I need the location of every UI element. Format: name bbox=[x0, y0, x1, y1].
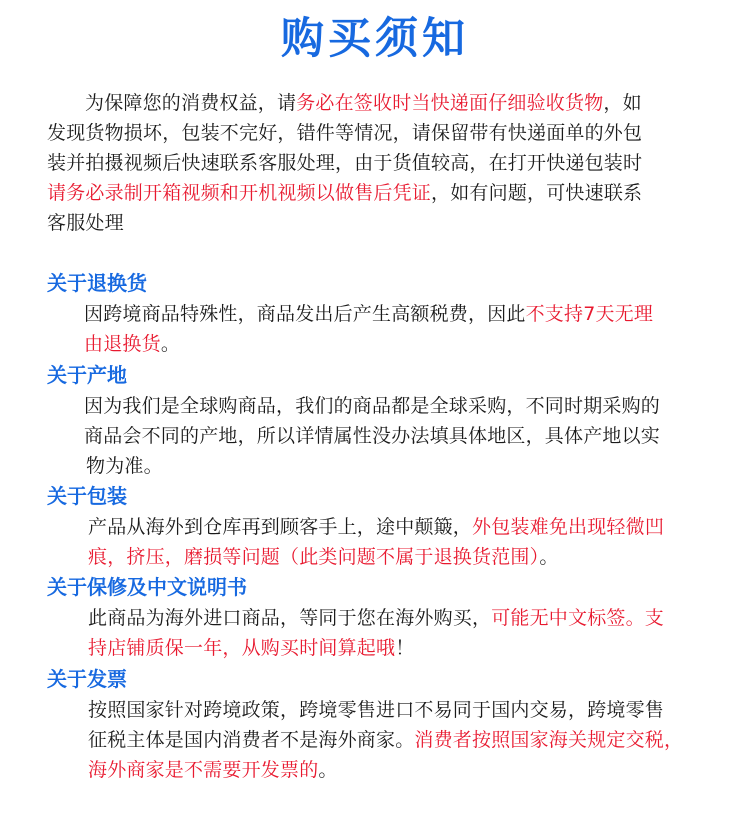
invoice-text: 征税主体是国内消费者不是海外商家。 bbox=[88, 729, 415, 751]
warranty-line-1 bbox=[88, 603, 664, 633]
invoice-line-1: 按照国家针对跨境政策，跨境零售进口不易同于国内交易，跨境零售 bbox=[88, 699, 665, 721]
intro-text: 为保障您的消费权益，请 bbox=[85, 92, 297, 114]
returns-text: 因跨境商品特殊性，商品发出后产生高额税费，因此 bbox=[84, 303, 526, 325]
returns-text: 。 bbox=[160, 333, 181, 355]
section-body-origin bbox=[84, 391, 660, 481]
packaging-line-1 bbox=[88, 512, 664, 542]
intro-paragraph bbox=[47, 88, 642, 238]
warranty-line-2 bbox=[88, 633, 664, 663]
packaging-highlight: 痕，挤压，磨损等问题（此类问题不属于退换货范围） bbox=[88, 546, 540, 568]
origin-line-2: 商品会不同的产地，所以详情属性没办法填具体地区，具体产地以实 bbox=[84, 425, 661, 447]
section-heading-packaging: 关于包装 bbox=[47, 484, 127, 508]
warranty-text: ！ bbox=[395, 637, 415, 659]
intro-text: ，如 bbox=[603, 92, 642, 114]
section-heading-origin: 关于产地 bbox=[47, 363, 127, 387]
invoice-highlight: 消费者按照国家海关规定交税， bbox=[414, 729, 684, 751]
origin-line-3: 物为准。 bbox=[86, 455, 163, 477]
section-heading-invoice: 关于发票 bbox=[47, 667, 127, 691]
origin-line-1: 因为我们是全球购商品，我们的商品都是全球采购，不同时期采购的 bbox=[84, 395, 661, 417]
intro-line-5: 客服处理 bbox=[47, 212, 124, 234]
returns-line-1 bbox=[84, 299, 653, 329]
page-title: 购买须知 bbox=[281, 14, 469, 64]
packaging-text: 。 bbox=[539, 546, 559, 568]
section-body-returns bbox=[84, 299, 653, 359]
section-body-warranty bbox=[88, 603, 664, 663]
invoice-line-3 bbox=[88, 755, 683, 785]
section-body-packaging bbox=[88, 512, 664, 572]
returns-highlight: 不支持7天无理 bbox=[525, 303, 654, 325]
warranty-highlight: 持店铺质保一年，从购买时间算起哦 bbox=[88, 637, 396, 659]
intro-line-3: 装并拍摄视频后快速联系客服处理，由于货值较高，在打开快递包装时 bbox=[47, 152, 643, 174]
intro-line-1 bbox=[47, 88, 642, 118]
returns-line-2 bbox=[84, 329, 653, 359]
invoice-text: 。 bbox=[318, 759, 338, 781]
invoice-highlight: 海外商家是不需要开发票的 bbox=[88, 759, 319, 781]
intro-line-4 bbox=[47, 178, 642, 208]
packaging-highlight: 外包装难免出现轻微凹 bbox=[472, 516, 665, 538]
section-body-invoice bbox=[88, 695, 683, 785]
section-heading-warranty: 关于保修及中文说明书 bbox=[47, 575, 247, 599]
warranty-highlight: 可能无中文标签。支 bbox=[491, 607, 665, 629]
warranty-text: 此商品为海外进口商品，等同于您在海外购买， bbox=[88, 607, 492, 629]
packaging-line-2 bbox=[88, 542, 664, 572]
intro-line-2: 发现货物损坏，包装不完好，错件等情况，请保留带有快递面单的外包 bbox=[47, 122, 643, 144]
intro-highlight: 请务必录制开箱视频和开机视频以做售后凭证 bbox=[47, 182, 432, 204]
intro-text: ，如有问题，可快速联系 bbox=[431, 182, 643, 204]
section-heading-returns: 关于退换货 bbox=[47, 271, 147, 295]
packaging-text: 产品从海外到仓库再到顾客手上，途中颠簸， bbox=[88, 516, 473, 538]
invoice-line-2 bbox=[88, 725, 683, 755]
returns-highlight: 由退换货 bbox=[84, 333, 161, 355]
intro-highlight: 务必在签收时当快递面仔细验收货物 bbox=[296, 92, 604, 114]
